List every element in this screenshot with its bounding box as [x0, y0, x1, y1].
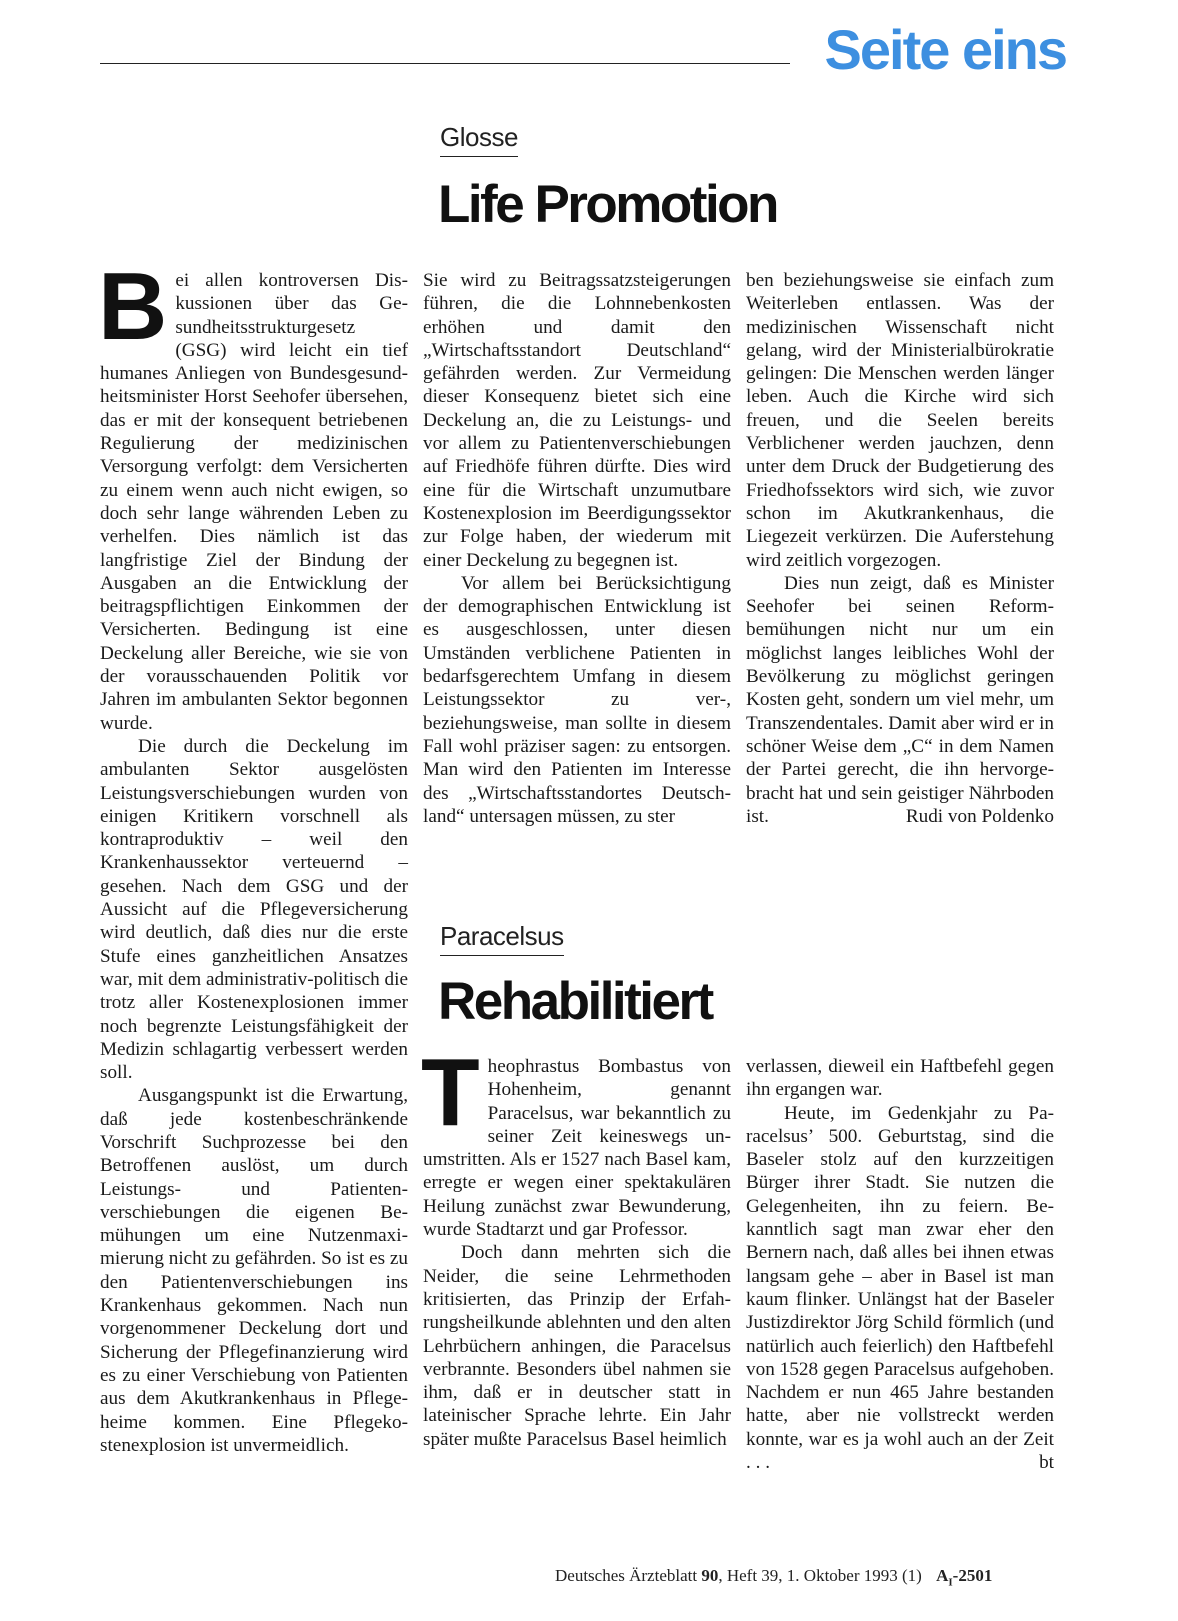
- article1-column-2: [423, 269, 731, 828]
- article2-column-2: [421, 1039, 731, 1451]
- article2-dropcap: T: [421, 1039, 480, 1146]
- article2-col3-paragraph-1: verlassen, dieweil ein Haftbefehl gegen ihn ergangen war.: [746, 1056, 1054, 1101]
- article1-col2-paragraph-1: Sie wird zu Beitragssatzsteigerungen führen, die die Lohnnebenkosten erhöhen und damit den „Wirtschaftsstandort Deutschland“ gefährden werden. Zur Vermeidung dieser Konsequenz bietet sich eine Deckelung an, die zu Leistungs- und vor allem zu Patientenverschiebungen auf Friedhöfe führen dürfte. Dies wird eine für die Wirtschaft unzumutbare Kostenexplosion im Beerdigungssektor zur Folge haben, der wiederum mit einer Deckelung zu begegnen ist.: [423, 270, 731, 571]
- footer-journal: Deutsches Ärzteblatt: [555, 1566, 698, 1585]
- article2-col2-paragraph-1: heophrastus Bombastus von Hohenheim, genannt Paracelsus, war bekanntlich zu seiner Zeit keineswegs unumstritten. Als er 1527 nach Basel kam, erregte er wegen einer spektakulären Heilung zunächst zwar Bewunderung, wurde Stadtarzt und gar Professor.: [423, 1056, 731, 1241]
- footer-issue: , Heft 39, 1. Oktober 1993 (1): [718, 1566, 922, 1585]
- article2-column-3: [746, 1055, 1054, 1474]
- article1-col3-paragraph-1: ben beziehungsweise sie einfach zum Weiterleben entlassen. Was der medizinischen Wissenschaft nicht gelang, wird der Ministerialbürokratie gelingen: Die Menschen werden länger leben. Auch die Kirche wird sich freuen, und die Seelen bereits Verblichener werden jauchzen, denn unter dem Druck der Budgetierung des Friedhofssektors wird sich, wie zuvor schon im Akutkrankenhaus, die Liegezeit verkürzen. Die Auferstehung wird zeitlich vorgezogen.: [746, 270, 1054, 571]
- page-footer: [555, 1566, 1073, 1588]
- header-rule: [100, 63, 790, 64]
- article1-dropcap: B: [98, 253, 168, 360]
- article2-headline: Rehabilitiert: [438, 972, 712, 1031]
- footer-volume: 90: [701, 1566, 719, 1585]
- article1-col3-paragraph-2-text: Dies nun zeigt, daß es Minister Seehofer bei seinen Reformbemühungen nicht nur um ein möglichst langes leibliches Wohl der Bevölkerung zu möglichst geringen Kosten geht, sondern um viel mehr, um Transzendentales. Damit aber wird er in schöner Weise dem „C“ in dem Namen der Partei gerecht, die ihn hervorgebracht hat und sein geistiger Nährboden ist.: [746, 572, 1054, 827]
- footer-page-number: $A_I-2501$: [936, 1566, 993, 1589]
- article1-col1-paragraph-2: Die durch die Deckelung im ambulanten Sektor ausgelösten Leistungsverschiebungen wurden von einigen Kritikern vorschnell als kontraproduktiv – weil den Krankenhaussektor verteuernd – gesehen. Nach dem GSG und der Aussicht auf die Pflegeversicherung wird deutlich, daß dies nur die erste Stufe eines ganzheitlichen Ansatzes war, mit dem administrativ-politisch die trotz aller Kostenexplosionen immer noch begrenzte Leistungsfähigkeit der Medizin schlagartig verbessert werden soll.: [100, 735, 408, 1084]
- article1-col2-paragraph-2: Vor allem bei Berücksichtigung der demographischen Entwicklung ist es ausgeschlossen, unter diesen Umständen verblichene Patienten in bedarfsgerechtem Umfang in diesem Leistungssektor zu ver-, beziehungsweise, man sollte in diesem Fall wohl präziser sagen: zu entsorgen. Man wird den Patienten im Interesse des „Wirtschaftsstandortes Deutschland“ untersagen müssen, zu ster: [423, 572, 731, 827]
- article1-col1-paragraph-3: Ausgangspunkt ist die Erwartung, daß jede kostenbeschränkende Vorschrift Suchprozesse bei den Betroffenen auslöst, um durch Leistungs- und Patientenverschiebungen die eigenen Bemühungen um eine Nutzenmaximierung nicht zu gefährden. So ist es zu den Patientenverschiebungen ins Krankenhaus gekommen. Nach nun vorgenommener Deckelung dort und Sicherung der Pflegefinanzierung wird es zu einer Verschiebung von Patienten aus dem Akutkrankenhaus in Pflegeheime kommen. Eine Pflegekostenexplosion ist unvermeidlich.: [100, 1085, 408, 1456]
- section-title: Seite eins: [824, 18, 1066, 81]
- article2-signature: bt: [1039, 1452, 1054, 1474]
- article1-col1-paragraph-1: ei allen kontroversen Diskussionen über das Gesundheitsstrukturgesetz (GSG) wird leicht ein tief humanes Anliegen von Bundesgesundheitsminister Horst Seehofer übersehen, das er mit der konsequent betriebenen Regulierung der medizinischen Versorgung verfolgt: dem Versicherten zu einem wenn auch nicht ewigen, so doch sehr lange währenden Leben zu verhelfen. Dies nämlich ist das langfristige Ziel der Bindung der Ausgaben an die Entwicklung der beitragspflichtigen Einkommen der Versicherten. Bedingung ist eine Deckelung aller Bereiche, wie sie von der vorausschauenden Politik vor Jahren im ambulanten Sektor begonnen wurde.: [100, 270, 408, 734]
- article1-column-3: [746, 269, 1054, 828]
- article1-headline: Life Promotion: [438, 175, 777, 234]
- article2-col3-paragraph-2: [746, 1102, 1054, 1475]
- article1-kicker: Glosse: [440, 124, 518, 157]
- article2-kicker: Paracelsus: [440, 923, 564, 956]
- article2-col2-paragraph-2: Doch dann mehrten sich die Neider, die seine Lehrmethoden kritisierten, das Prinzip der Erfahrungsheilkunde ablehnten und den alten Lehrbüchern anhingen, die Paracelsus verbrannte. Besonders übel nahmen sie ihm, daß er in deutscher statt in lateinischer Sprache lehrte. Ein Jahr später mußte Paracelsus Basel heimlich: [423, 1242, 731, 1450]
- article1-column-1: [98, 253, 408, 1457]
- article1-col3-paragraph-2: [746, 572, 1054, 828]
- article1-signature: Rudi von Poldenko: [905, 805, 1054, 827]
- article2-col3-paragraph-2-text: Heute, im Gedenkjahr zu Paracelsus’ 500. Geburtstag, sind die Baseler stolz auf den kurzzeitigen Bürger ihrer Stadt. Sie nutzen die Gelegenheiten, ihn zu feiern. Bekanntlich sagt man zwar eher den Bernern nach, daß alles bei ihnen etwas langsam gehe – aber in Basel ist man kaum flinker. Unlängst hat der Baseler Justizdirektor Jörg Schild förmlich (und natürlich auch feierlich) den Haftbefehl von 1528 gegen Paracelsus aufgehoben. Nachdem er nun 465 Jahre bestanden hatte, aber nie vollstreckt werden konnte, war es ja wohl auch an der Zeit . . .: [746, 1102, 1054, 1474]
